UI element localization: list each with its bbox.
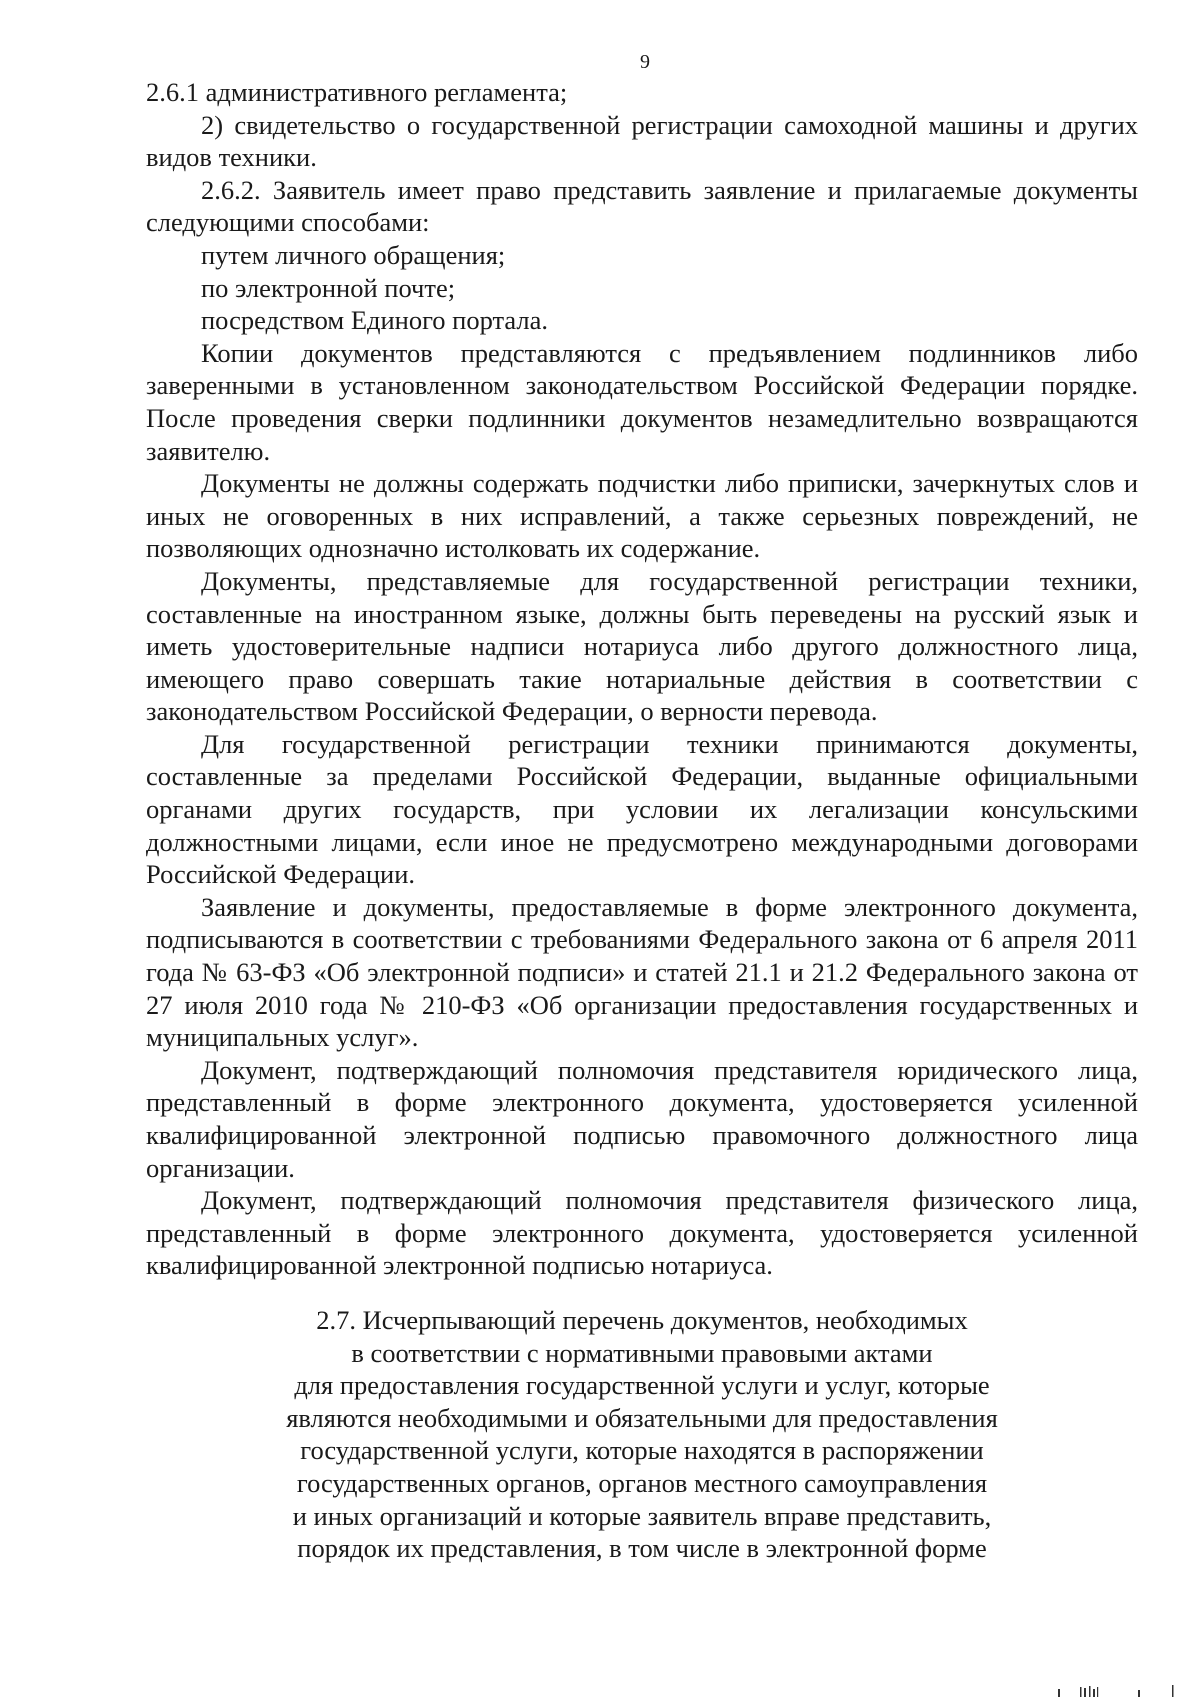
paragraph-individual: Документ, подтверждающий полномочия представителя физического лица, представленный в форме электронного документа, удостоверяется усиленной квалифицированной электронной подписью нотариуса. [146, 1185, 1138, 1281]
heading-line: государственных органов, органов местного самоуправления [296, 1467, 988, 1498]
paragraph-item-2: 2) свидетельство о государственной регистрации самоходной машины и других видов техники. [146, 109, 1138, 173]
paragraph-copies: Копии документов представляются с предъявлением подлинников либо заверенными в установленном законодательством Российской Федерации порядке. После проведения сверки подлинники документов незамедлительно возвращаются заявителю. [146, 337, 1138, 466]
heading-line: порядок их представления, в том числе в электронной форме [297, 1533, 987, 1564]
paragraph-foreign-language: Документы, представляемые для государственной регистрации техники, составленные на иностранном языке, должны быть переведены на русский язык и иметь удостоверительные надписи нотариуса либо другого должностного лица, имеющего право совершать такие нотариальные действия в соответствии с законодательством Российской Федерации, о верности перевода. [146, 565, 1138, 727]
paragraph-electronic-signature: Заявление и документы, предоставляемые в форме электронного документа, подписываются в соответствии с требованиями Федерального закона от 6 апреля 2011 года № 63-ФЗ «Об электронной подписи» и статей 21.1 и 21.2 Федерального закона от 27 июля 2010 года № 210-ФЗ «Об организации предоставления государственных и муниципальных услуг». [146, 891, 1138, 1053]
heading-line: в соответствии с нормативными правовыми актами [351, 1337, 933, 1368]
paragraph-continuation: 2.6.1 административного регламента; [146, 77, 568, 107]
paragraph-legal-entity: Документ, подтверждающий полномочия представителя юридического лица, представленный в форме электронного документа, удостоверяется усиленной квалифицированной электронной подписью правомочного должностного лица организации. [146, 1054, 1138, 1183]
heading-line: для предоставления государственной услуги и услуг, которые [294, 1370, 990, 1401]
paragraph-no-erasures: Документы не должны содержать подчистки либо приписки, зачеркнутых слов и иных не оговоренных в них исправлений, а также серьезных повреждений, не позволяющих однозначно истолковать их содержание. [146, 468, 1138, 564]
list-item-portal: посредством Единого портала. [201, 305, 549, 336]
heading-line: государственной услуги, которые находятся в распоряжении [300, 1435, 984, 1466]
paragraph-2-6-2: 2.6.2. Заявитель имеет право представить заявление и прилагаемые документы следующими способами: [146, 174, 1138, 238]
list-item-personal: путем личного обращения; [201, 239, 506, 270]
section-heading-2-7 [146, 1304, 1138, 1565]
list-item-email: по электронной почте; [201, 272, 456, 303]
heading-line: являются необходимыми и обязательными для предоставления [286, 1402, 998, 1433]
heading-line: 2.7. Исчерпывающий перечень документов, необходимых [316, 1305, 968, 1335]
heading-line: и иных организаций и которые заявитель вправе представить, [292, 1500, 992, 1531]
body-text [146, 76, 1138, 1282]
page-number: 9 [640, 51, 650, 73]
paragraph-legalization: Для государственной регистрации техники принимаются документы, составленные за пределами Российской Федерации, выданные официальными органами других государств, при условии их легализации консульскими должностными лицами, если иное не предусмотрено международными договорами Российской Федерации. [146, 728, 1138, 890]
scan-artifact-marks [1050, 1683, 1180, 1697]
